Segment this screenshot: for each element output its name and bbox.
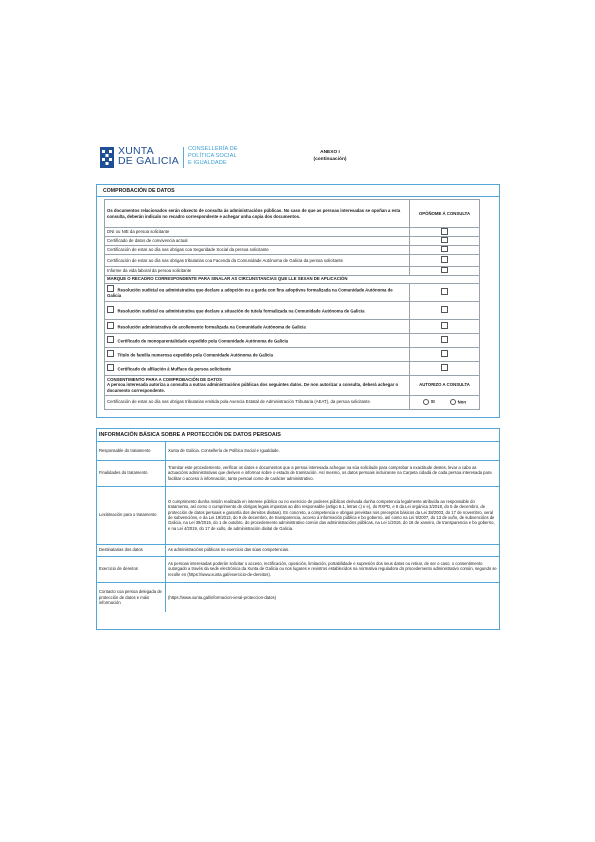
authorize-no-label: Non bbox=[457, 399, 467, 405]
row-value: As persoas interesadas poderán solicitar o acceso, rectificación, oposición, limitación, portabilidade e supresión dos seus datos ou retirar, de ser o caso, o consentimento outorgado a través da sede electrónica da Xunta de Galicia ou nos lugares e rexistros establecidos na normativa reguladora do procedemento administrativo común, segundo se recolle en (https://www.xunta.gal/exercicio-de-dereitos). bbox=[166, 556, 500, 582]
conselleria-name bbox=[188, 146, 238, 167]
oppose-checkbox[interactable] bbox=[441, 288, 448, 295]
data-check-table bbox=[104, 199, 480, 410]
doc-label: Certificación de estar ao día nas obrigas coa Seguridade Social da persoa solicitante bbox=[105, 245, 410, 254]
circumstance-checkbox[interactable] bbox=[107, 322, 114, 329]
doc-label: Certificado de datos de convivencia actual bbox=[105, 236, 410, 245]
table-row bbox=[97, 460, 499, 486]
doc-label: Informe da vida laboral da persoa solicitante bbox=[105, 266, 410, 275]
table-row bbox=[105, 347, 480, 361]
circumstance-label: Resolución xudicial ou administrativa que declare a situación de tutela formalizada na Comunidade Autónoma de Galicia bbox=[117, 308, 365, 314]
oppose-checkbox[interactable] bbox=[441, 322, 448, 329]
circumstance-label: Resolución xudicial ou administrativa que declare a adopción ou a garda con fins adoptivos formalizada na Comunidade Autónoma de Galicia bbox=[107, 287, 393, 299]
row-value: (https://www.xunta.gal/informacion-xeral-proteccion-datos) bbox=[168, 594, 276, 600]
xunta-logo bbox=[100, 146, 250, 170]
data-check-title: COMPROBACIÓN DE DATOS bbox=[103, 188, 175, 194]
oppose-checkbox[interactable] bbox=[441, 350, 448, 357]
circumstance-label: Certificado de afiliación á Mufface da persoa solicitante bbox=[117, 366, 231, 372]
authorize-header: AUTORIZO A CONSULTA bbox=[410, 375, 480, 395]
row-key: Responsable do tratamento bbox=[97, 442, 166, 460]
oppose-header: OPÓÑOME Á CONSULTA bbox=[410, 200, 480, 228]
oppose-checkbox[interactable] bbox=[441, 237, 448, 244]
conselleria-line-1: CONSELLERÍA DE bbox=[188, 146, 238, 152]
circumstance-label: Certificado de monoparentalidade expedido pola Comunidade Autónoma de Galicia bbox=[117, 338, 289, 344]
oppose-checkbox[interactable] bbox=[441, 267, 448, 274]
intro-text: Os documentos relacionados serán obxecto de consulta ás administracións públicas. No caso de que as persoas interesadas se opoñan a esta consulta, deberán indicalo no recadro correspondente e achegar unha copia dos documentos. bbox=[105, 200, 410, 228]
authorize-yes-label: SI bbox=[430, 399, 435, 405]
mark-header: MARQUE O RECADRO CORRESPONDENTE PARA SINALAR AS CIRCUNSTANCIAS QUE LLE SEXAN DE APLICACIÓN bbox=[105, 275, 480, 283]
consent-title: CONSENTIMENTO PARA A COMPROBACIÓN DE DATOS bbox=[107, 377, 222, 383]
row-value: Tramitar este procedemento, verificar os datos e documentos que a persoa interesada achegue na súa solicitude para comprobar a exactitude destes, levar a cabo as actuacións administrativas que deriven e informar sobre o estado de tramitación. Así mesmo, os datos persoais incluiranse na Carpeta cidadá de cada persoa interesada para facilitar o acceso á información, tanto persoal como de carácter administrativo. bbox=[166, 460, 500, 486]
oppose-checkbox[interactable] bbox=[441, 364, 448, 371]
table-row bbox=[97, 442, 499, 460]
oppose-checkbox[interactable] bbox=[441, 228, 448, 235]
table-row bbox=[105, 275, 480, 283]
xunta-emblem-icon bbox=[100, 147, 114, 168]
logo-text-xunta: XUNTA bbox=[118, 145, 154, 157]
table-row bbox=[105, 236, 480, 245]
table-row bbox=[105, 245, 480, 254]
table-row bbox=[97, 582, 499, 612]
row-key: Destinatarias dos datos bbox=[97, 544, 166, 556]
row-value: As administracións públicas no exercicio das súas competencias. bbox=[166, 544, 500, 556]
circumstance-checkbox[interactable] bbox=[107, 285, 114, 292]
table-row bbox=[97, 556, 499, 582]
logo-divider bbox=[183, 147, 184, 168]
table-row bbox=[105, 254, 480, 266]
table-row bbox=[105, 283, 480, 301]
authorize-yes-radio[interactable] bbox=[423, 399, 430, 406]
row-value: O cumprimento dunha misión realizada en interese público ou no exercicio de poderes públicos derivada dunha competencia legalmente atribuída ao responsable do tratamento, así como o cumprimento de obrigas legais impostas ao dito responsable (artigo 6.1, letras c) e e), do RXPD, e 8 da Lei orgánica 3/2018, do 5 de decembro, de protección de datos persoais e garantía dos dereitos dixitais). En concreto, a competencia e obrigas previstas nos preceptos básicos da Lei 38/2003, do 17 de novembro, xeral de subvencións, e da Lei 19/2013, do 9 de decembro, de transparencia, acceso á información pública e bo goberno, así como na Lei 9/2007, do 13 de xuño, de subvencións de Galicia, na Lei 39/2015, do 1 de outubro, do procedemento administrativo común das administracións públicas, na Lei 1/2016, do 18 de xaneiro, de transparencia e bo goberno, e na Lei 4/2019, do 17 de xullo, de administración dixital de Galicia. bbox=[166, 486, 500, 544]
table-row bbox=[105, 200, 480, 228]
conselleria-line-2: POLÍTICA SOCIAL bbox=[188, 153, 237, 159]
oppose-checkbox[interactable] bbox=[441, 336, 448, 343]
table-row bbox=[105, 395, 480, 409]
table-row bbox=[97, 544, 499, 556]
table-row bbox=[105, 333, 480, 347]
logo-text-galicia: DE GALICIA bbox=[118, 155, 179, 167]
table-row bbox=[97, 486, 499, 544]
table-row bbox=[105, 301, 480, 319]
table-row bbox=[105, 361, 480, 375]
conselleria-line-3: E IGUALDADE bbox=[188, 160, 227, 166]
xunta-wordmark bbox=[118, 146, 179, 166]
table-row bbox=[105, 228, 480, 237]
aeat-label: Certificación de estar ao día nas obrigas tributarias emitida pola Axencia Estatal de Administración Tributaria (AEAT), da persoa solicitante. bbox=[105, 395, 410, 409]
annex-subtitle: (continuación) bbox=[313, 156, 347, 162]
circumstance-checkbox[interactable] bbox=[107, 336, 114, 343]
annex-heading bbox=[300, 150, 360, 163]
circumstance-label: Título de familia numerosa expedido pola Comunidade Autónoma de Galicia bbox=[117, 352, 274, 358]
row-key: Contacto coa persoa delegada de protección de datos e máis información bbox=[97, 582, 166, 612]
table-row bbox=[105, 375, 480, 395]
data-protection-table bbox=[97, 442, 499, 612]
row-key: Finalidades do tratamento bbox=[97, 460, 166, 486]
row-value: Xunta de Galicia. Consellería de Política Social e Igualdade. bbox=[166, 442, 500, 460]
circumstance-checkbox[interactable] bbox=[107, 306, 114, 313]
circumstance-label: Resolución administrativa de acollemento formalizada na Comunidade Autónoma de Galicia bbox=[117, 324, 306, 330]
doc-label: DNI ou NIE da persoa solicitante bbox=[105, 228, 410, 237]
table-row bbox=[105, 319, 480, 333]
oppose-checkbox[interactable] bbox=[441, 246, 448, 253]
oppose-checkbox[interactable] bbox=[441, 256, 448, 263]
table-row bbox=[105, 266, 480, 275]
consent-text: A persoa interesada autoriza a consulta a outras administracións públicas dos seguintes datos. De non autorizar a consulta, deberá achegar o documento correspondente. bbox=[107, 382, 399, 393]
data-protection-title: INFORMACIÓN BÁSICA SOBRE A PROTECCIÓN DE DATOS PERSOAIS bbox=[99, 432, 281, 438]
doc-label: Certificación de estar ao día nas obrigas tributarias coa Facenda da Comunidade Autónoma de Galicia da persoa solicitante bbox=[105, 254, 410, 266]
oppose-checkbox[interactable] bbox=[441, 306, 448, 313]
circumstance-checkbox[interactable] bbox=[107, 350, 114, 357]
circumstance-checkbox[interactable] bbox=[107, 364, 114, 371]
row-key: Lexitimación para o tratamento bbox=[97, 486, 166, 544]
row-key: Exercicio de dereitos bbox=[97, 556, 166, 582]
annex-title: ANEXO I bbox=[320, 150, 340, 155]
divider bbox=[97, 196, 499, 197]
authorize-no-radio[interactable] bbox=[450, 399, 457, 406]
